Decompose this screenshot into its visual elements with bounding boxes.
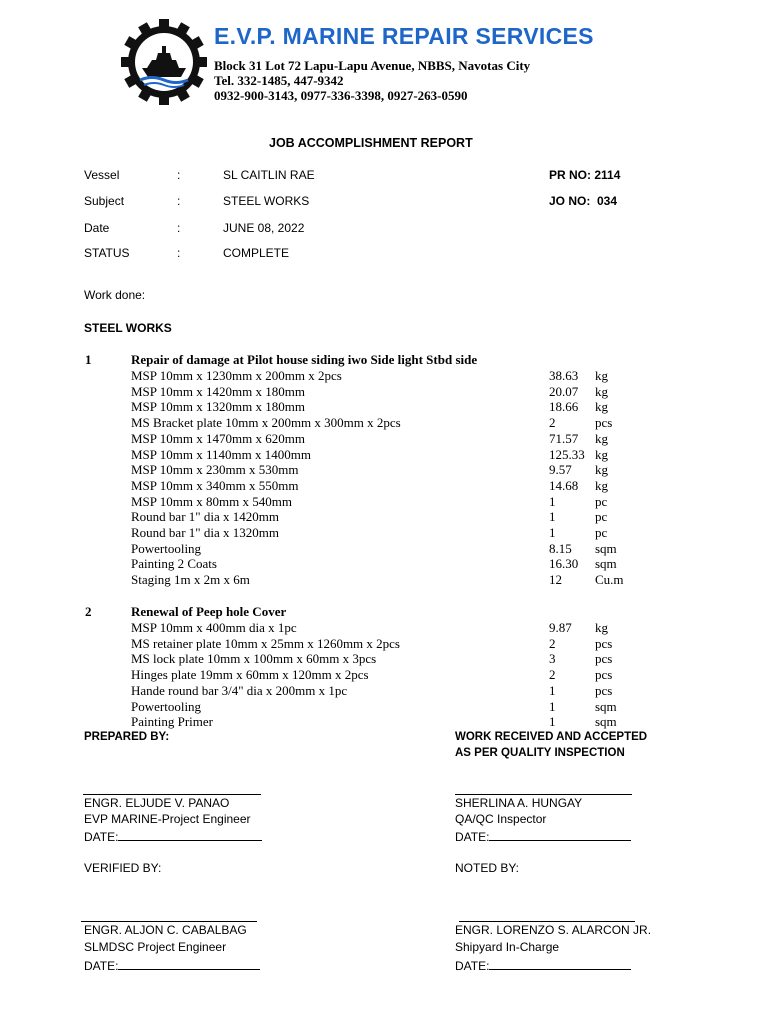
item-quantity: 16.30 [549,556,579,572]
item-unit: pcs [595,651,613,667]
item-description: Powertooling [131,698,202,714]
field-sep: : [177,194,181,208]
item-description: MSP 10mm x 230mm x 530mm [131,462,299,478]
item-quantity: 1 [549,509,556,525]
noted-by-heading: NOTED BY: [455,861,520,875]
item-description: MSP 10mm x 400mm dia x 1pc [131,620,297,635]
item-quantity: 2 [549,635,556,651]
item-quantity: 9.87 [549,620,572,635]
item-quantity: 18.66 [549,399,579,415]
item-quantity: 1 [549,714,556,730]
signature-line [459,921,635,922]
date-label: DATE: [455,830,490,844]
item-description: MS retainer plate 10mm x 25mm x 1260mm x 2pcs [131,635,400,651]
item-description: MSP 10mm x 340mm x 550mm [131,477,299,493]
jo-number: JO NO: 034 [549,194,618,208]
field-sep: : [177,221,181,235]
item-unit: pc [595,525,608,540]
item-unit: pc [595,509,608,525]
field-label-date: Date [84,221,110,235]
prepared-by-heading: PREPARED BY: [84,731,170,743]
company-mobile: 0932-900-3143, 0977-336-3398, 0927-263-0590 [214,88,468,103]
item-quantity: 1 [549,525,556,540]
item-quantity: 1 [549,698,556,714]
item-unit: kg [595,462,608,478]
job-number: 1 [85,352,92,367]
item-description: MSP 10mm x 1420mm x 180mm [131,383,305,399]
signature-line [455,794,632,795]
item-unit: pc [595,493,608,509]
field-value-vessel: SL CAITLIN RAE [223,168,315,182]
date-label: DATE: [455,959,490,973]
pr-number: PR NO: 2114 [549,168,621,182]
item-description: Round bar 1" dia x 1420mm [131,509,279,525]
field-value-date: JUNE 08, 2022 [223,221,305,235]
item-unit: pcs [595,415,613,431]
company-tel: Tel. 332-1485, 447-9342 [214,73,344,88]
item-description: Staging 1m x 2m x 6m [131,572,250,588]
item-description: Powertooling [131,540,202,556]
item-quantity: 2 [549,667,556,683]
item-quantity: 14.68 [549,477,579,493]
item-description: Painting 2 Coats [131,556,217,572]
item-quantity: 71.57 [549,430,579,446]
item-unit: pcs [595,667,613,683]
accepted-role: QA/QC Inspector [455,812,547,826]
item-unit: sqm [595,540,617,556]
item-quantity: 1 [549,493,556,509]
section-title: STEEL WORKS [84,321,172,335]
company-address: Block 31 Lot 72 Lapu-Lapu Avenue, NBBS, Navotas City [214,58,531,73]
date-blank [118,828,262,841]
item-description: MSP 10mm x 1470mm x 620mm [131,430,305,446]
field-label-subject: Subject [84,194,125,208]
item-description: MSP 10mm x 1320mm x 180mm [131,399,305,415]
field-label-vessel: Vessel [84,168,120,182]
item-unit: Cu.m [595,572,624,588]
item-quantity: 3 [549,651,556,667]
prepared-name: ENGR. ELJUDE V. PANAO [84,796,230,810]
field-sep: : [177,168,181,182]
company-name: E.V.P. MARINE REPAIR SERVICES [214,23,594,49]
prepared-date [84,828,262,844]
accepted-date [455,828,631,844]
item-description: Round bar 1" dia x 1320mm [131,525,279,540]
item-quantity: 9.57 [549,462,572,478]
verified-name: ENGR. ALJON C. CABALBAG [84,923,247,937]
gear-ship-logo-icon [120,18,208,106]
date-label: DATE: [84,959,119,973]
field-value-status: COMPLETE [223,246,290,260]
item-unit: kg [595,446,608,462]
item-description: MSP 10mm x 80mm x 540mm [131,493,292,509]
date-blank [489,828,631,841]
item-description: MS Bracket plate 10mm x 200mm x 300mm x 2pcs [131,415,401,431]
accepted-name: SHERLINA A. HUNGAY [455,796,583,810]
report-title: JOB ACCOMPLISHMENT REPORT [269,136,473,150]
job-number: 2 [85,604,92,619]
item-description: MSP 10mm x 1140mm x 1400mm [131,446,311,462]
signature-line [81,921,257,922]
job-title: Renewal of Peep hole Cover [131,604,287,619]
work-done-label: Work done: [84,288,146,302]
prepared-role: EVP MARINE-Project Engineer [84,812,251,826]
item-unit: sqm [595,698,617,714]
item-unit: sqm [595,714,617,730]
field-value-subject: STEEL WORKS [223,194,310,208]
item-description: Hande round bar 3/4" dia x 200mm x 1pc [131,682,348,698]
accepted-heading-line1: WORK RECEIVED AND ACCEPTED [455,731,648,743]
date-blank [489,957,631,970]
item-description: MSP 10mm x 1230mm x 200mm x 2pcs [131,368,342,383]
verified-by-heading: VERIFIED BY: [84,861,162,875]
item-unit: pcs [595,682,613,698]
item-unit: sqm [595,556,617,572]
verified-date [84,957,260,973]
noted-date [455,957,631,973]
item-quantity: 20.07 [549,383,579,399]
field-label-status: STATUS [84,246,130,260]
date-blank [118,957,260,970]
verified-role: SLMDSC Project Engineer [84,940,227,954]
date-label: DATE: [84,830,119,844]
item-unit: kg [595,383,608,399]
field-sep: : [177,246,181,260]
signature-line [83,794,261,795]
item-description: Painting Primer [131,714,213,730]
item-unit: pcs [595,635,613,651]
item-quantity: 125.33 [549,446,585,462]
item-description: MS lock plate 10mm x 100mm x 60mm x 3pcs [131,651,377,667]
item-unit: kg [595,399,608,415]
item-quantity: 2 [549,415,556,431]
accepted-heading-line2: AS PER QUALITY INSPECTION [455,747,625,759]
noted-name: ENGR. LORENZO S. ALARCON JR. [455,923,652,937]
item-unit: kg [595,620,608,635]
item-quantity: 38.63 [549,368,579,383]
item-quantity: 1 [549,682,556,698]
item-quantity: 12 [549,572,562,588]
job-title: Repair of damage at Pilot house siding iwo Side light Stbd side [131,352,478,367]
item-unit: kg [595,430,608,446]
item-quantity: 8.15 [549,540,572,556]
item-description: Hinges plate 19mm x 60mm x 120mm x 2pcs [131,667,369,683]
noted-role: Shipyard In-Charge [455,940,560,954]
item-unit: kg [595,368,608,383]
item-unit: kg [595,477,608,493]
